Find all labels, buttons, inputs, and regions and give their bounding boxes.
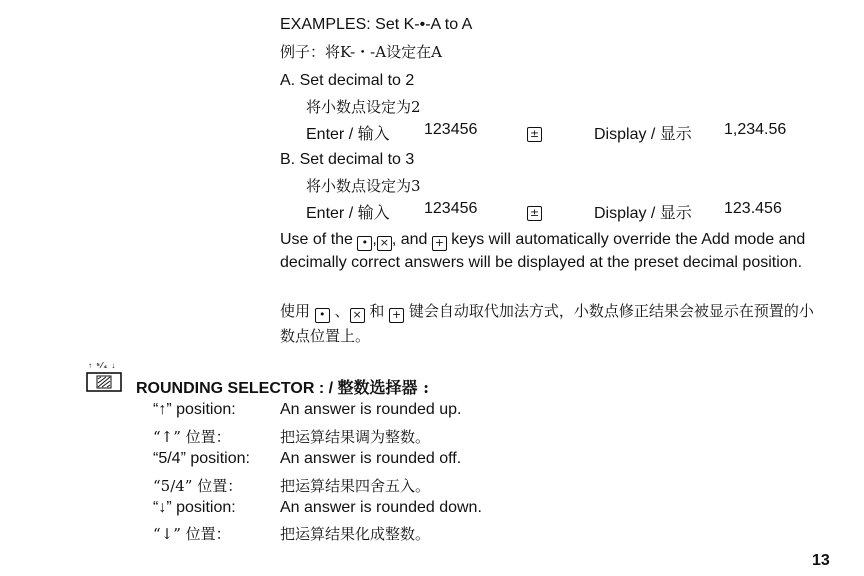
rounding-label-down: “↓” position: [153,499,236,516]
page-number: 13 [812,552,830,569]
rounding-text-up: An answer is rounded up. [280,401,462,418]
rounding-label-off-zh: “5/4” 位置： [153,477,243,495]
switch-position-marks: ↑ ⁵⁄₄ ↓ [88,361,117,370]
example-b-display: Display / 显示 [594,205,692,222]
plus-minus-key-icon: ± [527,127,542,142]
example-b-input: 123456 [424,200,478,217]
rounding-label-up: “↑” position: [153,401,236,418]
rounding-heading [136,375,429,398]
example-a-input: 123456 [424,121,478,138]
note-paragraph [280,228,828,274]
example-b-enter: Enter / 输入 [306,205,390,222]
note-zh-sep: 、 [329,302,350,320]
plus-key-icon: + [432,236,447,251]
note-zh-start: 使用 [280,302,315,320]
note-sep: , [372,231,377,248]
decimal-key-icon: • [315,308,330,323]
rounding-text-down-zh: 把运算结果化成整数。 [280,525,431,543]
example-a-enter: Enter / 输入 [306,126,390,143]
rounding-text-down: An answer is rounded down. [280,499,482,516]
examples-title-zh: 例子：将K-・-A设定在A [280,43,442,61]
example-a-display: Display / 显示 [594,126,692,143]
rounding-heading-en: ROUNDING SELECTOR : / [136,380,338,397]
note-text-start: Use of the [280,231,358,248]
note-text-end: keys will automatically override the Add mode and decimally correct answers will be displayed at the preset decimal position. [280,231,806,271]
plus-key-icon: + [389,308,404,323]
rounding-label-down-zh: “↓” 位置： [153,525,231,543]
rounding-text-off-zh: 把运算结果四舍五入。 [280,477,431,495]
rounding-heading-zh: 整数选择器 : [337,378,429,397]
rounding-label-up-zh: “↑” 位置： [153,428,231,446]
multiply-key-icon: × [350,308,365,323]
example-a-result: 1,234.56 [724,121,787,138]
note-text-mid: , and [391,231,432,248]
rounding-switch-icon [86,372,122,397]
note-paragraph-zh [280,299,828,349]
rounding-text-up-zh: 把运算结果调为整数。 [280,428,431,446]
example-b-label: B. Set decimal to 3 [280,151,415,168]
note-zh-end: 键会自动取代加法方式，小数点修正结果会被显示在预置的小数点位置上。 [280,302,814,345]
examples-title: EXAMPLES: Set K-•-A to A [280,16,473,33]
example-b-result: 123.456 [724,200,782,217]
example-a-label: A. Set decimal to 2 [280,72,415,89]
multiply-key-icon: × [377,236,392,251]
decimal-key-icon: • [357,236,372,251]
rounding-text-off: An answer is rounded off. [280,450,462,467]
plus-minus-key-icon: ± [527,206,542,221]
example-a-label-zh: 将小数点设定为2 [306,98,421,116]
rounding-label-off: “5/4” position: [153,450,250,467]
example-b-label-zh: 将小数点设定为3 [306,177,421,195]
note-zh-mid: 和 [364,302,390,320]
